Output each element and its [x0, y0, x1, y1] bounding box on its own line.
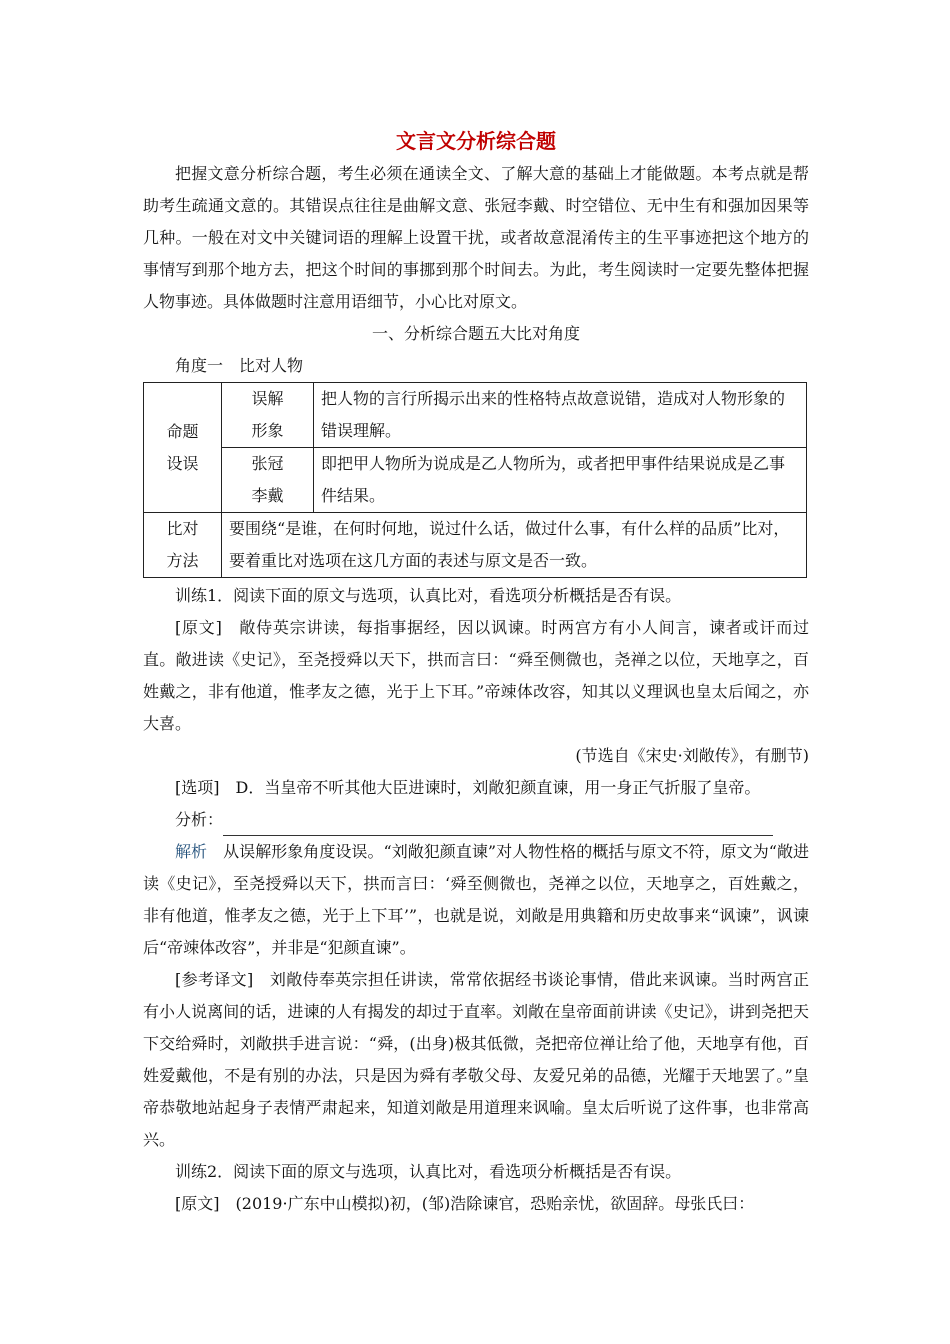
jiexi-tag: 解析 — [175, 842, 208, 861]
table-row-label: 比对方法 — [144, 513, 222, 578]
source-note: (节选自《宋史·刘敞传》，有删节) — [575, 746, 809, 765]
comparison-table — [143, 382, 807, 578]
original-tag: [原文] — [175, 1194, 220, 1213]
angle-heading: 角度一 比对人物 — [175, 356, 304, 375]
exercise1-prompt: 训练1．阅读下面的原文与选项，认真比对，看选项分析概括是否有误。 — [175, 586, 682, 605]
exercise1-original — [143, 612, 809, 740]
exercise1-option — [143, 772, 809, 804]
table-row — [144, 513, 807, 578]
exercise2-original — [143, 1188, 809, 1220]
intro-paragraph: 把握文意分析综合题，考生必须在通读全文、了解大意的基础上才能做题。本考点就是帮助考生疏通文意的。其错误点往往是曲解文意、张冠李戴、时空错位、无中生有和强加因果等几种。一般在对文中关键词语的理解上设置干扰，或者故意混淆传主的生平事迹把这个地方的事情写到那个地方去，把这个时间的事挪到那个时间去。为此，考生阅读时一定要先整体把握人物事迹。具体做题时注意用语细节，小心比对原文。 — [143, 164, 809, 311]
table-row-label: 误解形象 — [222, 383, 314, 448]
table-group-label: 命题设误 — [144, 383, 222, 513]
table-cell-text: 把人物的言行所揭示出来的性格特点故意说错，造成对人物形象的错误理解。 — [314, 383, 807, 448]
translation-text: 刘敞侍奉英宗担任讲读，常常依据经书谈论事情，借此来讽谏。当时两宫正有小人说离间的话，进谏的人有揭发的却过于直率。刘敞在皇帝面前讲读《史记》，讲到尧把天下交给舜时，刘敞拱手进言说：“舜，(出身)极其低微，尧把帝位禅让给了他，天地享有他，百姓爱戴他，不是有别的办法，只是因为舜有孝敬父母、友爱兄弟的品德，光耀于天地罢了。”皇帝恭敬地站起身子表情严肃起来，知道刘敞是用道理来讽喻。皇太后听说了这件事，也非常高兴。 — [143, 970, 809, 1149]
analysis-line — [143, 804, 809, 836]
option-tag: [选项] — [175, 778, 220, 797]
document-body — [143, 126, 809, 1220]
exercise2-prompt: 训练2．阅读下面的原文与选项，认真比对，看选项分析概括是否有误。 — [175, 1162, 682, 1181]
table-row — [144, 448, 807, 513]
original-text: (2019·广东中山模拟)初，(邹)浩除谏官，恐贻亲忧，欲固辞。母张氏曰： — [235, 1194, 755, 1213]
original-tag: [原文] — [175, 618, 222, 637]
table-cell-text: 即把甲人物所为说成是乙人物所为，或者把甲事件结果说成是乙事件结果。 — [314, 448, 807, 513]
jiexi-text: 从误解形象角度设误。“刘敞犯颜直谏”对人物性格的概括与原文不符，原文为“敞进读《史记》，至尧授舜以天下，拱而言曰：‘舜至侧微也，尧禅之以位，天地享之，百姓戴之，非有他道，惟孝友之德，光于上下耳’”，也就是说，刘敞是用典籍和历史故事来“讽谏”，讽谏后“帝竦体改容”，并非是“犯颜直谏”。 — [143, 842, 809, 957]
section-heading: 一、分析综合题五大比对角度 — [371, 324, 580, 343]
original-text: 敞侍英宗讲读，每指事据经，因以讽谏。时两宫方有小人间言，谏者或讦而过直。敞进读《史记》，至尧授舜以天下，拱而言曰：“舜至侧微也，尧禅之以位，天地享之，百姓戴之，非有他道，惟孝友之德，光于上下耳。”帝竦体改容，知其以义理讽也皇太后闻之，亦大喜。 — [143, 618, 809, 733]
table-cell-text: 要围绕“是谁，在何时何地，说过什么话，做过什么事，有什么样的品质”比对，要着重比对选项在这几方面的表述与原文是否一致。 — [222, 513, 807, 578]
analysis-label: 分析： — [175, 810, 224, 829]
table-row-label: 张冠李戴 — [222, 448, 314, 513]
option-text: D．当皇帝不听其他大臣进谏时，刘敞犯颜直谏，用一身正气折服了皇帝。 — [235, 778, 761, 797]
jiexi-paragraph — [143, 836, 809, 964]
answer-blank[interactable] — [223, 817, 773, 836]
translation-paragraph — [143, 964, 809, 1156]
page-title: 文言文分析综合题 — [396, 129, 556, 153]
table-row — [144, 383, 807, 448]
translation-tag: [参考译文] — [175, 970, 254, 989]
